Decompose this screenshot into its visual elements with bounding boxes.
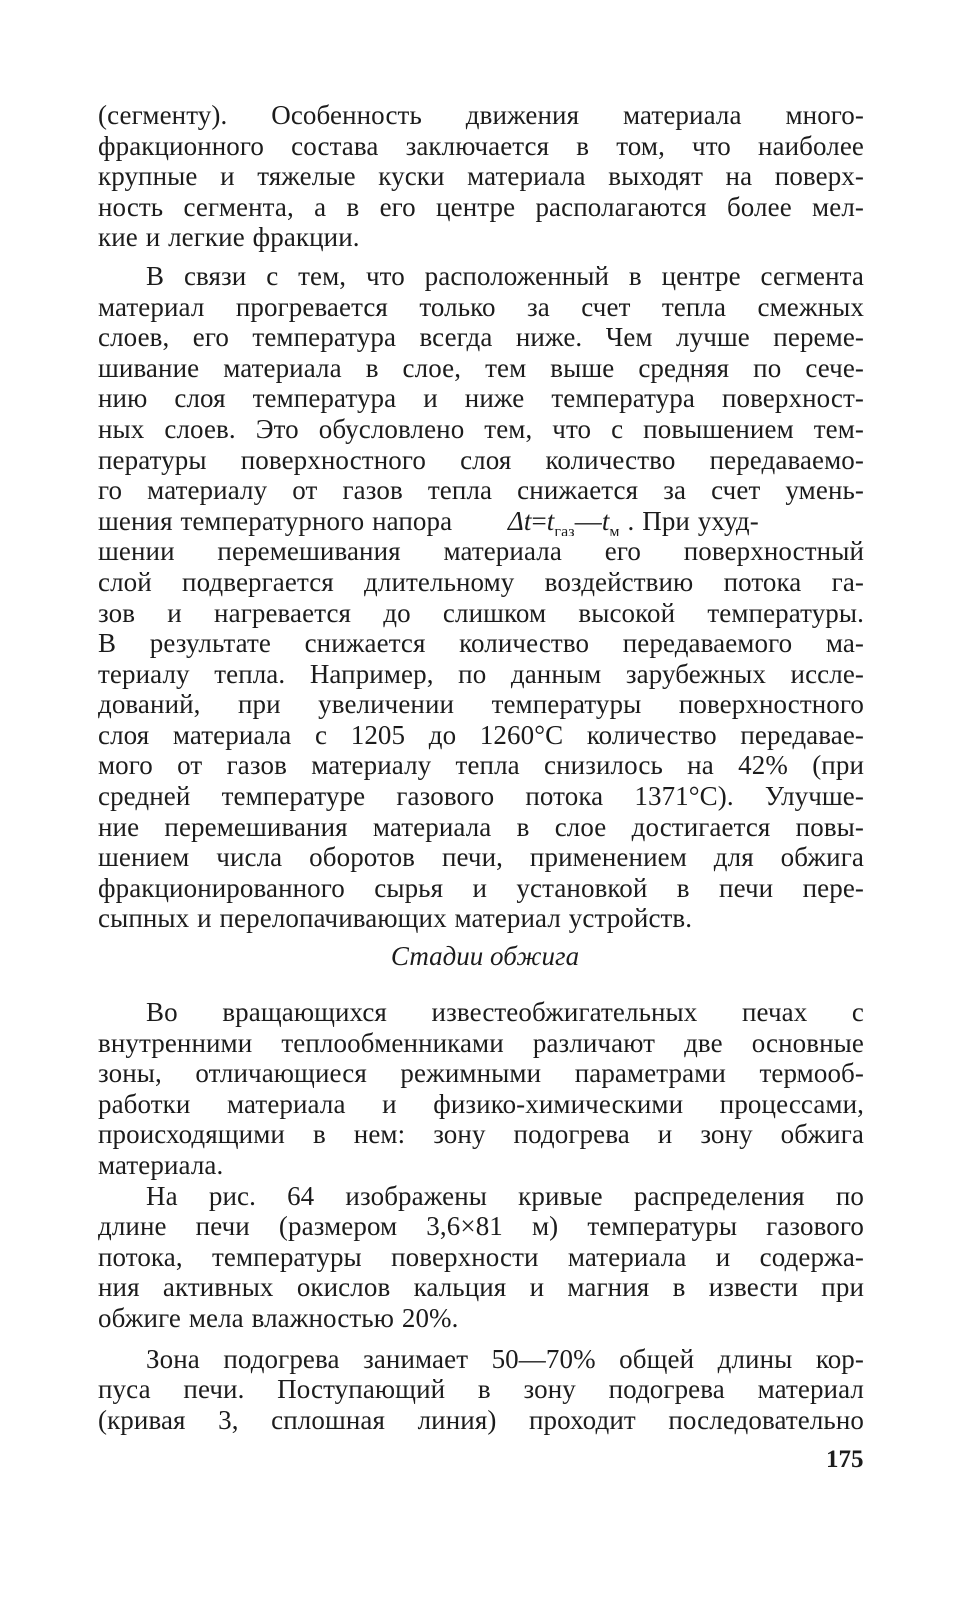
paragraph-1	[98, 100, 864, 253]
text-line: зов и нагревается до слишком высокой температуры.	[98, 597, 864, 628]
formula-t-gas: t	[546, 505, 555, 536]
paragraph-5	[98, 1344, 864, 1436]
paragraph-2	[98, 261, 864, 934]
text-line: ния активных окислов кальция и магния в извести при	[98, 1272, 864, 1303]
text-line: внутренними теплообменниками различают две основные	[98, 1027, 864, 1058]
page-number: 175	[826, 1446, 864, 1473]
temperature-difference-formula	[508, 506, 628, 536]
text-line: Зона подогрева занимает 50—70% общей длины кор-	[146, 1343, 864, 1374]
text-line: шении перемешивания материала его поверхностный	[98, 536, 864, 567]
text-line: зоны, отличающиеся режимными параметрами термооб-	[98, 1058, 864, 1089]
text-segment: . При ухуд-	[627, 505, 759, 536]
text-line: кие и легкие фракции.	[98, 222, 360, 253]
text-line: фракционного состава заключается в том, что наиболее	[98, 130, 864, 161]
paragraph-4	[98, 1181, 864, 1334]
formula-gas-subscript: газ	[554, 523, 575, 537]
text-segment: шения температурного напора	[98, 505, 453, 536]
text-line: (сегменту). Особенность движения материала много-	[98, 100, 864, 130]
formula-minus: —	[574, 505, 602, 536]
text-line: происходящими в нем: зону подогрева и зону обжига	[98, 1119, 864, 1150]
paragraph-3	[98, 997, 864, 1181]
text-line: пературы поверхностного слоя количество передаваемо-	[98, 444, 864, 475]
body-text-top	[98, 100, 864, 934]
text-line: потока, температуры поверхности материала и содержа-	[98, 1241, 864, 1272]
text-line: материал прогревается только за счет тепла смежных	[98, 291, 864, 322]
formula-t-m: t	[601, 505, 610, 536]
formula-line	[98, 506, 864, 537]
text-line: сыпных и перелопачивающих материал устройств.	[98, 903, 693, 934]
text-line: средней температуре газового потока 1371°С). Улучше-	[98, 781, 864, 812]
text-line: пуса печи. Поступающий в зону подогрева материал	[98, 1374, 864, 1405]
text-line: слоев, его температура всегда ниже. Чем лучше переме-	[98, 322, 864, 353]
text-line: мого от газов материалу тепла снизилось на 42% (при	[98, 750, 864, 781]
text-line: материала.	[98, 1149, 224, 1180]
formula-delta-t: Δt	[507, 505, 532, 536]
text-line: ных слоев. Это обусловлено тем, что с повышением тем-	[98, 413, 864, 444]
text-line: дований, при увеличении температуры поверхностного	[98, 689, 864, 720]
text-line: (кривая 3, сплошная линия) проходит последовательно	[98, 1404, 864, 1435]
text-line: слой подвергается длительному воздействию потока га-	[98, 566, 864, 597]
text-line: работки материала и физико-химическими процессами,	[98, 1088, 864, 1119]
text-line: го материалу от газов тепла снижается за счет умень-	[98, 475, 864, 506]
text-line: териалу тепла. Например, по данным зарубежных иссле-	[98, 658, 864, 689]
text-line: На рис. 64 изображены кривые распределения по	[146, 1180, 864, 1211]
body-text-bottom	[98, 997, 864, 1435]
text-line: В связи с тем, что расположенный в центре сегмента	[146, 260, 864, 291]
formula-equals: =	[531, 505, 547, 536]
text-line: ность сегмента, а в его центре располагаются более мел-	[98, 191, 864, 222]
text-line: фракционированного сырья и установкой в печи пере-	[98, 872, 864, 903]
text-line: Во вращающихся известеобжигательных печах с	[146, 997, 864, 1027]
text-line: В результате снижается количество передаваемого ма-	[98, 628, 864, 659]
text-line: крупные и тяжелые куски материала выходят на поверх-	[98, 161, 864, 192]
text-line: ние перемешивания материала в слое достигается повы-	[98, 811, 864, 842]
section-heading: Стадии обжига	[390, 941, 580, 971]
text-line: слоя материала с 1205 до 1260°С количество передавае-	[98, 719, 864, 750]
text-line: длине печи (размером 3,6×81 м) температуры газового	[98, 1211, 864, 1242]
text-line: обжиге мела влажностью 20%.	[98, 1302, 459, 1333]
text-line: шивание материала в слое, тем выше средняя по сече-	[98, 352, 864, 383]
text-line: нию слоя температура и ниже температура поверхност-	[98, 383, 864, 414]
text-line: шением числа оборотов печи, применением для обжига	[98, 842, 864, 873]
formula-m-subscript: м	[609, 523, 620, 537]
